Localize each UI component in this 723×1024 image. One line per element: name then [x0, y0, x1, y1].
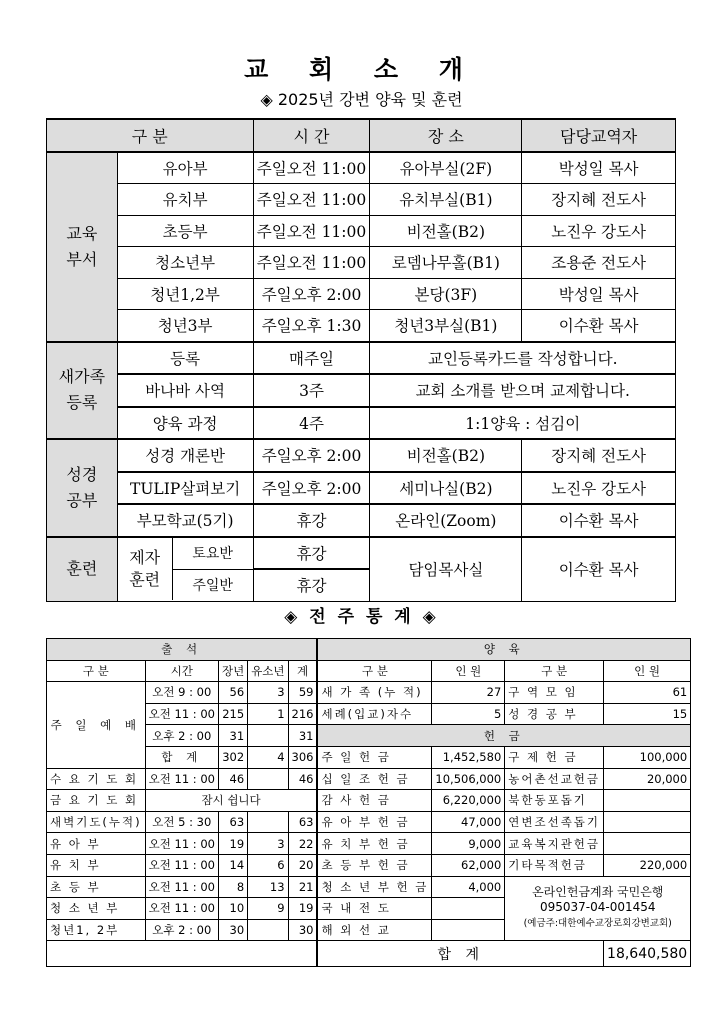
attendance-title: 출 석: [47, 639, 318, 661]
training-row: [47, 407, 676, 440]
stats-row: [47, 854, 691, 876]
table-cell: 바나바 사역: [117, 374, 253, 407]
table-cell: 매주일: [253, 342, 370, 375]
training-row: [47, 247, 676, 279]
table-cell: 성경 개론반: [117, 439, 253, 472]
table-cell: [248, 919, 288, 941]
table-cell: 9,000: [432, 833, 505, 855]
table-cell: 오전 11 : 00: [145, 833, 218, 855]
training-row: [47, 439, 676, 472]
subgroup-label: 제자 훈련: [118, 538, 173, 600]
table-cell: 14: [218, 854, 247, 876]
stats-row: [47, 876, 691, 898]
table-cell: 27: [432, 682, 505, 704]
table-cell: 청년1, 2부: [47, 919, 146, 941]
table-cell: 8: [218, 876, 247, 898]
table-cell: 오전 11 : 00: [145, 703, 218, 725]
table-cell: 61: [604, 682, 691, 704]
table-cell: 47,000: [432, 811, 505, 833]
table-cell: 휴강: [253, 569, 370, 601]
table-cell: 20: [288, 854, 317, 876]
table-cell: 주일오전 11:00: [253, 215, 370, 247]
bank-line-2: 095037-04-001454: [539, 900, 656, 915]
table-cell: 13: [248, 876, 288, 898]
bank-line-1: 온라인헌금계좌 국민은행: [532, 885, 664, 900]
header-pastor: 담당교역자: [522, 119, 676, 152]
page-title: 교 회 소 개: [244, 55, 479, 84]
class-label: 토요반: [172, 538, 252, 569]
table-cell: 9: [248, 898, 288, 920]
table-cell: 청 소 년 부: [47, 898, 146, 920]
table-cell: 초등부: [117, 215, 253, 247]
table-cell: 구 역 모 임: [505, 682, 604, 704]
table-cell: 오전 11 : 00: [145, 768, 218, 790]
table-cell: 19: [288, 898, 317, 920]
group-label: 새가족 등록: [47, 342, 118, 440]
stats-title: ◈ 전 주 통 계 ◈: [284, 607, 439, 627]
class-label: 주일반: [192, 577, 233, 594]
table-cell: 31: [288, 725, 317, 747]
table-cell: 수 요 기 도 회: [47, 768, 146, 790]
table-cell: 부모학교(5기): [117, 504, 253, 537]
table-cell: [604, 790, 691, 812]
table-cell: 1,452,580: [432, 746, 505, 768]
table-cell: 연변조선족돕기: [505, 811, 604, 833]
table-cell: 4주: [253, 407, 370, 440]
training-header-row: [47, 119, 676, 152]
training-table: [46, 118, 676, 602]
table-cell: 오전 5 : 30: [145, 811, 218, 833]
table-cell: [604, 811, 691, 833]
table-cell: 청년1,2부: [117, 278, 253, 310]
table-cell: 주일오후 2:00: [253, 278, 370, 310]
table-cell: 이수환 목사: [522, 537, 676, 602]
table-cell: 잠시 쉽니다: [145, 790, 317, 812]
table-cell: 3: [248, 833, 288, 855]
table-cell: 10,506,000: [432, 768, 505, 790]
table-cell: 기타목적헌금: [505, 854, 604, 876]
table-cell: 오전 11 : 00: [145, 898, 218, 920]
table-cell: 주일오후 2:00: [253, 472, 370, 505]
table-cell: 주 일 헌 금: [317, 746, 431, 768]
table-cell: 오전 11 : 00: [145, 876, 218, 898]
column-header: 유소년: [248, 660, 288, 682]
table-cell: 주일오전 11:00: [253, 184, 370, 216]
table-cell: [432, 898, 505, 920]
subgroup-cell: [117, 537, 253, 602]
table-cell: 22: [288, 833, 317, 855]
table-cell: 유치부: [117, 184, 253, 216]
table-cell: 해 외 선 교: [317, 919, 431, 941]
table-cell: 세례(입교)자수: [317, 703, 431, 725]
header-time: 시 간: [253, 119, 370, 152]
stats-table: [46, 638, 691, 967]
group-label: 교육 부서: [47, 152, 118, 342]
table-cell: 교인등록카드를 작성합니다.: [370, 342, 676, 375]
table-cell: 농어촌선교헌금: [505, 768, 604, 790]
stats-section-row: [47, 639, 691, 661]
table-cell: 유 치 부 헌 금: [317, 833, 431, 855]
column-header: 구 분: [47, 660, 146, 682]
table-cell: 59: [288, 682, 317, 704]
table-cell: 합 계: [145, 746, 218, 768]
table-cell: 구 제 헌 금: [505, 746, 604, 768]
table-cell: 양육 과정: [117, 407, 253, 440]
header-place: 장 소: [370, 119, 522, 152]
table-cell: 56: [218, 682, 247, 704]
column-header: 계: [288, 660, 317, 682]
table-cell: 21: [288, 876, 317, 898]
stats-row: [47, 768, 691, 790]
table-cell: 215: [218, 703, 247, 725]
table-cell: 30: [218, 919, 247, 941]
table-cell: 휴강: [253, 504, 370, 537]
table-cell: 62,000: [432, 854, 505, 876]
table-cell: 청 소 년 부 헌 금: [317, 876, 431, 898]
table-cell: 이수환 목사: [522, 504, 676, 537]
training-row: [47, 184, 676, 216]
table-cell: TULIP살펴보기: [117, 472, 253, 505]
table-cell: 유 아 부 헌 금: [317, 811, 431, 833]
table-cell: 주일오전 11:00: [253, 152, 370, 184]
training-row: [47, 537, 676, 570]
table-cell: 청년3부: [117, 310, 253, 342]
column-header: 인 원: [432, 660, 505, 682]
total-value: 18,640,580: [604, 941, 691, 967]
table-cell: 216: [288, 703, 317, 725]
training-row: [47, 342, 676, 375]
table-cell: 새 가 족 (누 적): [317, 682, 431, 704]
table-cell: 등록: [117, 342, 253, 375]
table-cell: 주일오전 11:00: [253, 247, 370, 279]
table-cell: 306: [288, 746, 317, 768]
stats-total-row: [47, 941, 691, 967]
nurture-title: 양 육: [317, 639, 690, 661]
table-cell: 세미나실(B2): [370, 472, 522, 505]
table-cell: 3: [248, 682, 288, 704]
table-cell: 조용준 전도사: [522, 247, 676, 279]
column-header: 구 분: [505, 660, 604, 682]
table-cell: 20,000: [604, 768, 691, 790]
stats-row: [47, 682, 691, 704]
stats-row: [47, 790, 691, 812]
table-cell: 감 사 헌 금: [317, 790, 431, 812]
table-cell: 10: [218, 898, 247, 920]
column-header: 시간: [145, 660, 218, 682]
table-cell: 오전 11 : 00: [145, 854, 218, 876]
table-cell: 오전 9 : 00: [145, 682, 218, 704]
blank-cell: [47, 941, 318, 967]
table-cell: 주일오후 2:00: [253, 439, 370, 472]
table-cell: 유아부실(2F): [370, 152, 522, 184]
training-row: [47, 278, 676, 310]
table-cell: 31: [218, 725, 247, 747]
group-label: 훈련: [47, 537, 118, 602]
table-cell: 청소년부: [117, 247, 253, 279]
stats-header-row: [47, 660, 691, 682]
table-cell: 63: [288, 811, 317, 833]
table-cell: 4: [248, 746, 288, 768]
column-header: 구 분: [317, 660, 431, 682]
training-row: [47, 310, 676, 342]
table-cell: 5: [432, 703, 505, 725]
table-cell: 새벽기도(누적): [47, 811, 146, 833]
stats-row: [47, 811, 691, 833]
table-cell: 46: [288, 768, 317, 790]
table-cell: 십 일 조 헌 금: [317, 768, 431, 790]
table-cell: 유치부실(B1): [370, 184, 522, 216]
table-cell: 금 요 기 도 회: [47, 790, 146, 812]
table-cell: 유 치 부: [47, 854, 146, 876]
group-label: 성경 공부: [47, 439, 118, 537]
table-cell: 본당(3F): [370, 278, 522, 310]
table-cell: 초 등 부 헌 금: [317, 854, 431, 876]
table-cell: 교육복지관헌금: [505, 833, 604, 855]
table-cell: 오후 2 : 00: [145, 725, 218, 747]
table-cell: 장지혜 전도사: [522, 184, 676, 216]
table-cell: 오후 2 : 00: [145, 919, 218, 941]
table-cell: 노진우 강도사: [522, 215, 676, 247]
training-row: [47, 215, 676, 247]
table-cell: 온라인(Zoom): [370, 504, 522, 537]
table-cell: 302: [218, 746, 247, 768]
table-cell: 초 등 부: [47, 876, 146, 898]
table-cell: 박성일 목사: [522, 152, 676, 184]
table-cell: 19: [218, 833, 247, 855]
table-cell: 6: [248, 854, 288, 876]
table-cell: 성 경 공 부: [505, 703, 604, 725]
table-cell: 30: [288, 919, 317, 941]
table-cell: 휴강: [253, 537, 370, 570]
table-cell: 3주: [253, 374, 370, 407]
total-label: 합 계: [317, 941, 603, 967]
table-cell: 노진우 강도사: [522, 472, 676, 505]
table-cell: 비전홀(B2): [370, 439, 522, 472]
table-cell: [248, 725, 288, 747]
bank-account: [505, 876, 691, 941]
table-cell: 장지혜 전도사: [522, 439, 676, 472]
table-cell: 이수환 목사: [522, 310, 676, 342]
table-cell: 청년3부실(B1): [370, 310, 522, 342]
training-row: [47, 472, 676, 505]
table-cell: 46: [218, 768, 247, 790]
table-cell: 박성일 목사: [522, 278, 676, 310]
sunday-label: 주 일 예 배: [47, 682, 146, 768]
table-cell: 국 내 전 도: [317, 898, 431, 920]
table-cell: [248, 768, 288, 790]
table-cell: 15: [604, 703, 691, 725]
table-cell: 북한동포돕기: [505, 790, 604, 812]
table-cell: 주일오후 1:30: [253, 310, 370, 342]
table-cell: [432, 919, 505, 941]
stats-row: [47, 833, 691, 855]
table-cell: 1: [248, 703, 288, 725]
bank-line-3: (예금주:대한예수교장로회강변교회): [523, 918, 672, 930]
column-header: 인 원: [604, 660, 691, 682]
table-cell: 교회 소개를 받으며 교제합니다.: [370, 374, 676, 407]
table-cell: 4,000: [432, 876, 505, 898]
training-row: [47, 504, 676, 537]
table-cell: 63: [218, 811, 247, 833]
table-cell: 100,000: [604, 746, 691, 768]
header-division: 구 분: [47, 119, 254, 152]
table-cell: 담임목사실: [370, 537, 522, 602]
table-cell: 비전홀(B2): [370, 215, 522, 247]
table-cell: [248, 811, 288, 833]
table-cell: 유 아 부: [47, 833, 146, 855]
schedule-subtitle: ◈ 2025년 강변 양육 및 훈련: [260, 90, 463, 109]
table-cell: 유아부: [117, 152, 253, 184]
training-row: [47, 374, 676, 407]
training-row: [47, 152, 676, 184]
table-cell: 220,000: [604, 854, 691, 876]
table-cell: [604, 833, 691, 855]
table-cell: 로뎀나무홀(B1): [370, 247, 522, 279]
offering-title: 헌 금: [317, 725, 690, 747]
table-cell: 1:1양육 : 섬김이: [370, 407, 676, 440]
column-header: 장년: [218, 660, 247, 682]
table-cell: 6,220,000: [432, 790, 505, 812]
